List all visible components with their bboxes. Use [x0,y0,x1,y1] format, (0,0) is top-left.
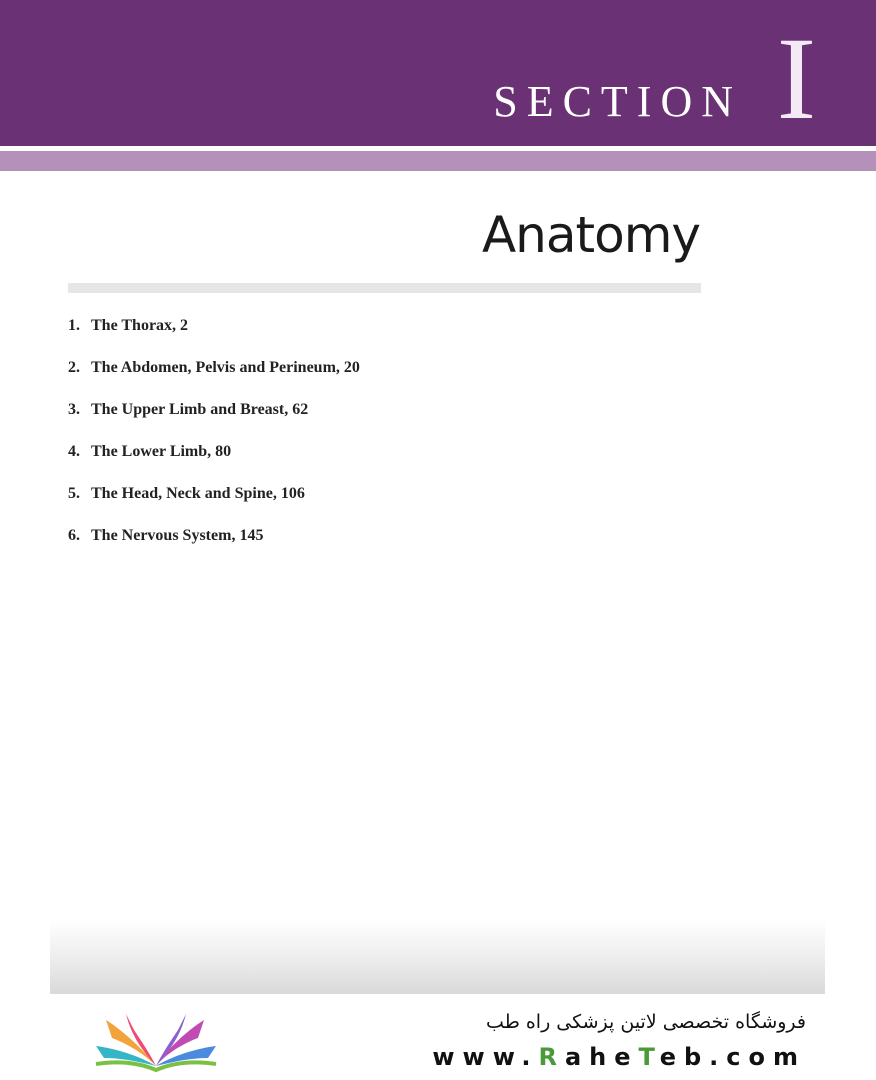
title-rule [68,283,701,293]
chapter-text: The Head, Neck and Spine, 106 [91,485,305,502]
chapter-number: 1. [68,317,80,334]
url-mid: ahe [564,1043,639,1071]
section-title: Anatomy [481,206,700,264]
chapter-item [68,313,360,355]
section-numeral: I [776,13,816,144]
chapter-item [68,481,360,523]
section-label: SECTION [493,77,742,126]
chapter-item [68,439,360,481]
chapter-number: 6. [68,527,80,544]
chapter-number: 5. [68,485,80,502]
url-suffix: eb.com [659,1043,806,1071]
footer-fade [50,920,825,994]
chapter-text: The Abdomen, Pelvis and Perineum, 20 [91,359,360,376]
chapter-text: The Thorax, 2 [91,317,189,334]
url-prefix: www. [432,1043,539,1071]
store-name: فروشگاه تخصصی لاتین پزشکی راه طب [486,1011,806,1033]
chapter-item [68,397,360,439]
chapter-text: The Upper Limb and Breast, 62 [91,401,309,418]
open-book-logo-icon [92,1008,220,1074]
store-url[interactable] [432,1043,806,1071]
chapter-number: 2. [68,359,80,376]
url-letter-r: R [538,1043,565,1071]
header-stripe [0,151,876,171]
chapter-list [68,313,360,565]
chapter-item [68,355,360,397]
url-letter-t: T [638,1043,660,1071]
chapter-number: 3. [68,401,80,418]
chapter-item [68,523,360,565]
chapter-number: 4. [68,443,80,460]
chapter-text: The Nervous System, 145 [91,527,264,544]
header-band [0,0,876,146]
chapter-text: The Lower Limb, 80 [91,443,232,460]
